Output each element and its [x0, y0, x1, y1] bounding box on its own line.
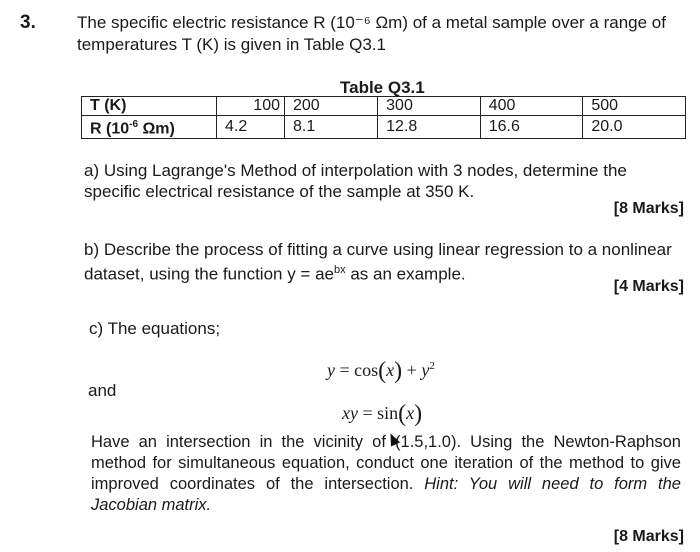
table-row-temperature [82, 97, 686, 116]
equation-1: $y = \cos(x) + y^2$ [327, 358, 435, 384]
table-cell: 4.2 [217, 116, 285, 139]
part-a-text: a) Using Lagrange's Method of interpolation with 3 nodes, determine the specific electrical resistance of the sample at 350 K. [84, 161, 627, 201]
part-c-label: c) The equations; [89, 319, 221, 338]
part-a-marks: [8 Marks] [613, 200, 684, 217]
table-cell: 400 [480, 97, 583, 116]
table-cell: 100 [217, 97, 285, 116]
part-c-marks: [8 Marks] [613, 528, 684, 545]
table-cell: 200 [285, 97, 378, 116]
hint-text: Hint: You will need to form the Jacobian matrix. [91, 475, 681, 514]
table-cell: 500 [583, 97, 686, 116]
question-intro: The specific electric resistance R (10⁻⁶ Ωm) of a metal sample over a range of temperatures T (K) is given in Table Q3.1 [77, 13, 666, 54]
equation-2: xy = sin(x) [342, 401, 423, 427]
table-cell: 12.8 [378, 116, 481, 139]
row-header-resistance: R ($10^{-6}$ Ωm) [82, 116, 217, 139]
table-cell: 300 [378, 97, 481, 116]
part-c-text: Have an intersection in the vicinity of (1.5,1.0). Using the Newton-Raphson method for simultaneous equation, conduct one iteration of the method to give improved coordinates of the intersection. Hint: You will need to form the Jacobian matrix. [91, 433, 681, 514]
table-caption: Table Q3.1 [340, 78, 425, 97]
question-number: 3. [20, 12, 36, 33]
row-header-temperature: T (K) [82, 97, 217, 116]
table-cell: 16.6 [480, 116, 583, 139]
part-b-text: b) Describe the process of fitting a curve using linear regression to a nonlinear dataset, using the function $y = ae^{bx}$ as an example. [84, 240, 672, 284]
part-b-marks: [4 Marks] [613, 278, 684, 295]
and-label: and [88, 381, 117, 400]
table-cell: 8.1 [285, 116, 378, 139]
table-row-resistance [82, 116, 686, 139]
table-cell: 20.0 [583, 116, 686, 139]
resistance-table [81, 96, 686, 139]
